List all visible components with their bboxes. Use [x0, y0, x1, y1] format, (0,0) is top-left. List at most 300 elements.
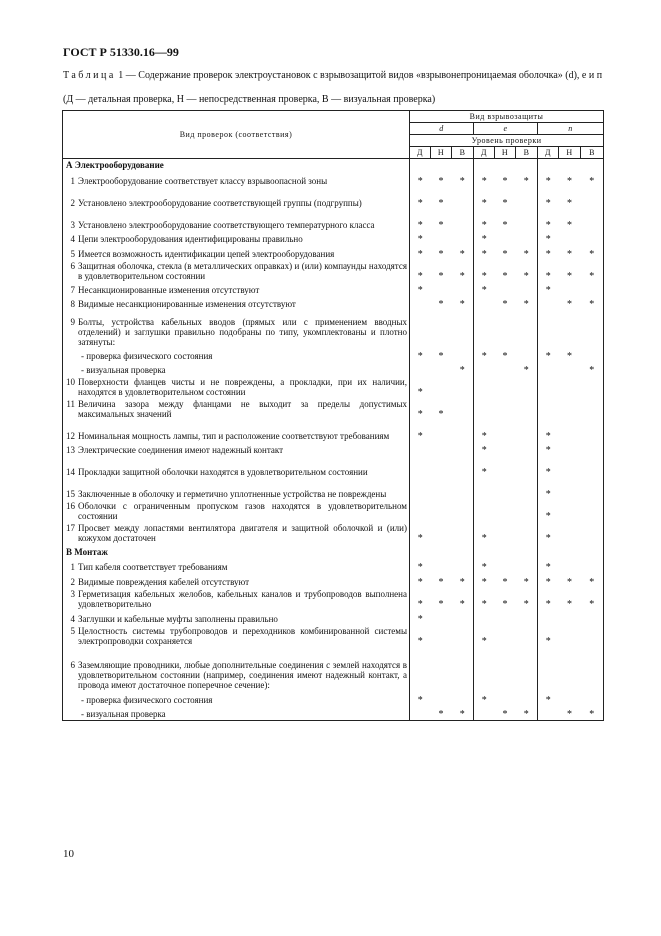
mark-cell: * — [545, 176, 551, 187]
mark-cell: * — [481, 351, 487, 362]
mark-cell — [581, 478, 604, 500]
table-row — [63, 420, 604, 442]
mark-cell: * — [502, 271, 508, 282]
mark-cell: * — [545, 285, 551, 296]
row-number: 6 — [70, 261, 75, 271]
mark-cell — [581, 647, 604, 691]
table-row — [63, 231, 604, 245]
mark-cell — [581, 376, 604, 398]
row-text: В Монтаж — [66, 547, 108, 557]
mark-cell — [474, 310, 495, 348]
mark-cell — [538, 706, 559, 720]
row-number: 9 — [70, 317, 75, 327]
row-text: Величина зазора между фланцами не выходит за пределы допустимых максимальных значений — [78, 399, 407, 419]
mark-cell: * — [481, 176, 487, 187]
mark-cell: * — [481, 431, 487, 442]
table-row — [63, 647, 604, 691]
mark-cell: * — [481, 198, 487, 209]
mark-cell — [516, 544, 538, 558]
mark-cell — [516, 558, 538, 573]
mark-cell — [559, 159, 581, 172]
mark-cell — [581, 456, 604, 478]
mark-cell — [516, 691, 538, 706]
mark-cell — [516, 420, 538, 442]
mark-cell — [581, 187, 604, 209]
mark-cell — [538, 544, 559, 558]
row-label-cell — [63, 260, 410, 282]
row-label-cell — [63, 171, 410, 187]
mark-cell: * — [438, 299, 444, 310]
row-number: 4 — [70, 234, 75, 244]
row-text: Несанкционированные изменения отсутствуют — [78, 285, 260, 295]
mark-cell — [431, 310, 452, 348]
mark-cell — [516, 282, 538, 296]
mark-cell — [516, 187, 538, 209]
column-header-kind: Вид проверок (соответствия) — [63, 111, 410, 159]
row-label-cell — [63, 573, 410, 588]
mark-cell — [474, 706, 495, 720]
mark-cell: * — [410, 625, 431, 647]
mark-cell — [410, 500, 431, 522]
row-label-cell — [63, 706, 410, 720]
document-header: ГОСТ Р 51330.16—99 — [63, 45, 179, 59]
mark-cell: * — [481, 234, 487, 245]
mark-cell: * — [559, 706, 581, 720]
mark-cell — [431, 231, 452, 245]
row-label-cell — [63, 159, 410, 172]
table-row — [63, 442, 604, 456]
row-text: Оболочки с ограниченным пропуском газов находятся в удовлетворительном состоянии — [78, 501, 407, 521]
mark-cell: * — [502, 220, 508, 231]
mark-cell — [452, 231, 474, 245]
row-number: 5 — [70, 626, 75, 636]
mark-cell: * — [481, 599, 487, 610]
mark-cell: * — [481, 445, 487, 456]
table-row — [63, 398, 604, 420]
mark-cell — [559, 558, 581, 573]
inspection-table — [62, 110, 604, 721]
mark-cell: * — [438, 176, 444, 187]
row-number: 1 — [70, 176, 75, 186]
mark-cell: * — [516, 171, 538, 187]
row-text: - проверка физического состояния — [81, 351, 213, 361]
row-text: Заглушки и кабельные муфты заполнены правильно — [78, 614, 278, 624]
row-text: Электрические соединения имеют надежный контакт — [78, 445, 284, 455]
mark-cell: * — [567, 299, 572, 310]
mark-cell — [431, 558, 452, 573]
mark-cell — [581, 398, 604, 420]
mark-cell — [538, 647, 559, 691]
mark-cell — [516, 348, 538, 362]
row-text: Герметизация кабельных желобов, кабельных каналов и трубопроводов выполнена удовлетворительно — [78, 589, 407, 609]
mark-cell: * — [545, 234, 551, 245]
group-header: Вид взрывозащиты — [410, 111, 604, 123]
mark-cell — [410, 478, 431, 500]
row-text: - визуальная проверка — [81, 708, 166, 719]
mark-cell: * — [567, 577, 572, 588]
mark-cell: * — [452, 245, 474, 260]
row-text: Установлено электрооборудование соответствующей группы (подгруппы) — [78, 198, 362, 208]
mark-cell — [431, 544, 452, 558]
mark-cell: * — [452, 588, 474, 610]
mark-cell: * — [581, 245, 604, 260]
mark-cell — [431, 442, 452, 456]
group-d: d — [410, 123, 474, 135]
table-body — [63, 159, 604, 721]
level-cell: Д — [410, 147, 431, 159]
mark-cell — [452, 522, 474, 544]
mark-cell: * — [410, 171, 431, 187]
table-row — [63, 588, 604, 610]
mark-cell — [452, 187, 474, 209]
table-row — [63, 310, 604, 348]
row-label-cell — [63, 231, 410, 245]
mark-cell — [495, 231, 516, 245]
table-row — [63, 478, 604, 500]
mark-cell — [516, 478, 538, 500]
mark-cell: * — [545, 562, 551, 573]
mark-cell — [452, 310, 474, 348]
row-text: А Электрооборудование — [66, 160, 164, 170]
row-text: Установлено электрооборудование соответствующего температурного класса — [78, 220, 375, 230]
mark-cell — [516, 159, 538, 172]
mark-cell: * — [438, 351, 444, 362]
row-text: Имеется возможность идентификации цепей электрооборудования — [78, 249, 335, 259]
caption-word: Таблица — [63, 70, 116, 81]
row-text: Номинальная мощность лампы, тип и расположение соответствуют требованиям — [78, 431, 390, 441]
mark-cell — [516, 456, 538, 478]
mark-cell — [474, 376, 495, 398]
mark-cell: * — [567, 176, 572, 187]
mark-cell — [431, 647, 452, 691]
mark-cell — [474, 500, 495, 522]
mark-cell: * — [545, 271, 551, 282]
mark-cell — [495, 691, 516, 706]
table-row — [63, 245, 604, 260]
mark-cell — [495, 500, 516, 522]
mark-cell: * — [581, 260, 604, 282]
mark-cell — [495, 376, 516, 398]
row-number: 16 — [66, 501, 75, 511]
mark-cell: * — [502, 599, 508, 610]
mark-cell: * — [452, 573, 474, 588]
mark-cell — [452, 376, 474, 398]
mark-cell — [559, 282, 581, 296]
mark-cell: * — [438, 409, 444, 420]
row-text: - визуальная проверка — [81, 365, 166, 375]
mark-cell: * — [502, 176, 508, 187]
mark-cell — [581, 282, 604, 296]
mark-cell: * — [545, 511, 551, 522]
table-row — [63, 209, 604, 231]
row-number: 2 — [70, 577, 75, 587]
mark-cell — [452, 691, 474, 706]
mark-cell — [559, 478, 581, 500]
mark-cell — [581, 610, 604, 625]
mark-cell — [474, 159, 495, 172]
mark-cell — [495, 558, 516, 573]
mark-cell — [474, 296, 495, 310]
mark-cell: * — [481, 271, 487, 282]
row-number: 14 — [66, 467, 75, 477]
table-row — [63, 296, 604, 310]
mark-cell: * — [410, 398, 431, 420]
table-caption — [63, 70, 603, 81]
mark-cell — [431, 478, 452, 500]
level-cell: Н — [495, 147, 516, 159]
table-row — [63, 706, 604, 720]
row-text: Цепи электрооборудования идентифицированы правильно — [78, 234, 303, 244]
mark-cell — [559, 231, 581, 245]
mark-cell — [495, 442, 516, 456]
table-legend: (Д — детальная проверка, Н — непосредственная проверка, В — визуальная проверка) — [63, 94, 436, 105]
mark-cell — [581, 420, 604, 442]
mark-cell — [559, 544, 581, 558]
mark-cell — [410, 647, 431, 691]
mark-cell: * — [410, 558, 431, 573]
mark-cell — [559, 362, 581, 376]
mark-cell — [516, 522, 538, 544]
table-row — [63, 171, 604, 187]
mark-cell — [581, 310, 604, 348]
mark-cell — [474, 478, 495, 500]
table-row — [63, 522, 604, 544]
row-label-cell — [63, 442, 410, 456]
mark-cell — [452, 159, 474, 172]
mark-cell: * — [502, 577, 508, 588]
mark-cell: * — [452, 171, 474, 187]
mark-cell: * — [502, 299, 508, 310]
mark-cell: * — [410, 245, 431, 260]
row-number: 15 — [66, 489, 75, 499]
mark-cell — [474, 647, 495, 691]
level-cell: Н — [431, 147, 452, 159]
row-text: Видимые повреждения кабелей отсутствуют — [78, 577, 250, 587]
mark-cell — [516, 231, 538, 245]
mark-cell — [559, 522, 581, 544]
row-number — [66, 365, 81, 375]
row-text: - проверка физического состояния — [81, 695, 213, 705]
mark-cell: * — [545, 636, 551, 647]
row-text: Поверхности фланцев чисты и не повреждены, а прокладки, при их наличии, находятся в удовлетворительном состоянии — [78, 377, 407, 397]
mark-cell — [581, 442, 604, 456]
mark-cell — [559, 625, 581, 647]
mark-cell — [431, 500, 452, 522]
row-label-cell — [63, 500, 410, 522]
mark-cell: * — [516, 296, 538, 310]
mark-cell — [495, 544, 516, 558]
group-e: e — [474, 123, 538, 135]
mark-cell — [581, 348, 604, 362]
mark-cell — [516, 209, 538, 231]
mark-cell — [474, 610, 495, 625]
row-number: 3 — [70, 220, 75, 230]
mark-cell: * — [438, 198, 444, 209]
mark-cell — [452, 348, 474, 362]
table-row — [63, 376, 604, 398]
mark-cell: * — [438, 599, 444, 610]
mark-cell: * — [410, 691, 431, 706]
mark-cell — [581, 544, 604, 558]
mark-cell — [581, 159, 604, 172]
mark-cell: * — [545, 577, 551, 588]
mark-cell: * — [567, 351, 572, 362]
mark-cell: * — [567, 198, 572, 209]
section-row — [63, 159, 604, 172]
mark-cell: * — [481, 285, 487, 296]
mark-cell — [495, 159, 516, 172]
mark-cell — [538, 296, 559, 310]
mark-cell: * — [481, 467, 487, 478]
table-row — [63, 573, 604, 588]
mark-cell: * — [410, 610, 431, 625]
row-label-cell — [63, 478, 410, 500]
mark-cell — [452, 478, 474, 500]
mark-cell — [538, 159, 559, 172]
mark-cell — [410, 544, 431, 558]
mark-cell: * — [410, 376, 431, 398]
mark-cell — [452, 420, 474, 442]
row-text: Заземляющие проводники, любые дополнительные соединения с землей находятся в удовлетворительном состоянии (например, соединения имеют надежный контакт, а провода имеют достаточное поперечное сечение): — [78, 660, 407, 690]
row-label-cell — [63, 691, 410, 706]
row-label-cell — [63, 588, 410, 610]
row-number: 11 — [66, 399, 75, 409]
mark-cell: * — [431, 706, 452, 720]
mark-cell: * — [410, 348, 431, 362]
mark-cell — [559, 442, 581, 456]
mark-cell — [495, 398, 516, 420]
mark-cell: * — [438, 271, 444, 282]
mark-cell — [538, 610, 559, 625]
row-text: Прокладки защитной оболочки находятся в удовлетворительном состоянии — [78, 467, 368, 477]
mark-cell — [452, 544, 474, 558]
mark-cell — [452, 558, 474, 573]
mark-cell: * — [545, 445, 551, 456]
row-text: Целостность системы трубопроводов и переходников комбинированной системы электропроводки сохраняется — [78, 626, 407, 646]
row-label-cell — [63, 544, 410, 558]
row-text: Видимые несанкционированные изменения отсутствуют — [78, 299, 296, 309]
row-number: 2 — [70, 198, 75, 208]
mark-cell: * — [481, 695, 487, 706]
mark-cell — [559, 398, 581, 420]
row-number — [66, 351, 81, 361]
mark-cell: * — [545, 489, 551, 500]
table-row — [63, 348, 604, 362]
mark-cell: * — [410, 209, 431, 231]
mark-cell — [410, 442, 431, 456]
mark-cell: * — [516, 573, 538, 588]
row-number: 5 — [70, 249, 75, 259]
mark-cell: * — [545, 467, 551, 478]
row-number — [66, 695, 81, 705]
mark-cell: * — [495, 706, 516, 720]
mark-cell — [410, 159, 431, 172]
mark-cell — [559, 420, 581, 442]
row-text: Электрооборудование соответствует классу взрывоопасной зоны — [78, 176, 328, 186]
mark-cell: * — [502, 351, 508, 362]
mark-cell — [559, 500, 581, 522]
mark-cell — [516, 625, 538, 647]
mark-cell: * — [481, 533, 487, 544]
mark-cell: * — [545, 599, 551, 610]
mark-cell — [431, 456, 452, 478]
mark-cell — [538, 376, 559, 398]
mark-cell — [581, 522, 604, 544]
mark-cell — [410, 456, 431, 478]
mark-cell — [431, 362, 452, 376]
mark-cell — [495, 310, 516, 348]
row-label-cell — [63, 647, 410, 691]
table-row — [63, 282, 604, 296]
mark-cell: * — [581, 171, 604, 187]
mark-cell — [559, 376, 581, 398]
mark-cell — [516, 442, 538, 456]
mark-cell — [516, 398, 538, 420]
mark-cell — [431, 376, 452, 398]
level-header: Уровень проверки — [410, 135, 604, 147]
mark-cell — [559, 310, 581, 348]
table-row — [63, 625, 604, 647]
mark-cell: * — [545, 695, 551, 706]
mark-cell — [495, 456, 516, 478]
mark-cell: * — [452, 296, 474, 310]
section-row — [63, 544, 604, 558]
mark-cell: * — [545, 533, 551, 544]
row-number: 6 — [70, 660, 75, 670]
mark-cell: * — [452, 706, 474, 720]
mark-cell — [538, 362, 559, 376]
mark-cell: * — [410, 573, 431, 588]
level-cell: В — [452, 147, 474, 159]
row-label-cell — [63, 282, 410, 296]
row-label-cell — [63, 522, 410, 544]
mark-cell: * — [438, 220, 444, 231]
mark-cell: * — [516, 588, 538, 610]
mark-cell — [559, 691, 581, 706]
mark-cell — [452, 500, 474, 522]
page-number: 10 — [63, 848, 74, 860]
table-row — [63, 362, 604, 376]
mark-cell — [410, 296, 431, 310]
group-n: n — [538, 123, 604, 135]
mark-cell: * — [438, 249, 444, 260]
mark-cell — [581, 558, 604, 573]
table-row — [63, 610, 604, 625]
mark-cell — [410, 362, 431, 376]
mark-cell: * — [545, 351, 551, 362]
mark-cell: * — [567, 220, 572, 231]
row-number: 1 — [70, 562, 75, 572]
mark-cell — [452, 625, 474, 647]
mark-cell — [431, 691, 452, 706]
caption-text: 1 — Содержание проверок электроустановок с взрывозащитой видов «взрывонепроницаемая оболочка» (d), е и п — [115, 70, 603, 81]
mark-cell — [559, 610, 581, 625]
row-number: 13 — [66, 445, 75, 455]
row-label-cell — [63, 362, 410, 376]
mark-cell — [516, 500, 538, 522]
row-number: 7 — [70, 285, 75, 295]
mark-cell — [559, 647, 581, 691]
row-number: 8 — [70, 299, 75, 309]
mark-cell: * — [545, 249, 551, 260]
row-text: Болты, устройства кабельных вводов (прямых или с применением вводных отделений) и заглушки правильно подобраны по типу, укомплектованы и плотно затянуты: — [78, 317, 407, 347]
mark-cell — [410, 706, 431, 720]
mark-cell: * — [581, 588, 604, 610]
row-number: 10 — [66, 377, 75, 387]
mark-cell: * — [581, 706, 604, 720]
mark-cell — [581, 625, 604, 647]
mark-cell: * — [410, 588, 431, 610]
